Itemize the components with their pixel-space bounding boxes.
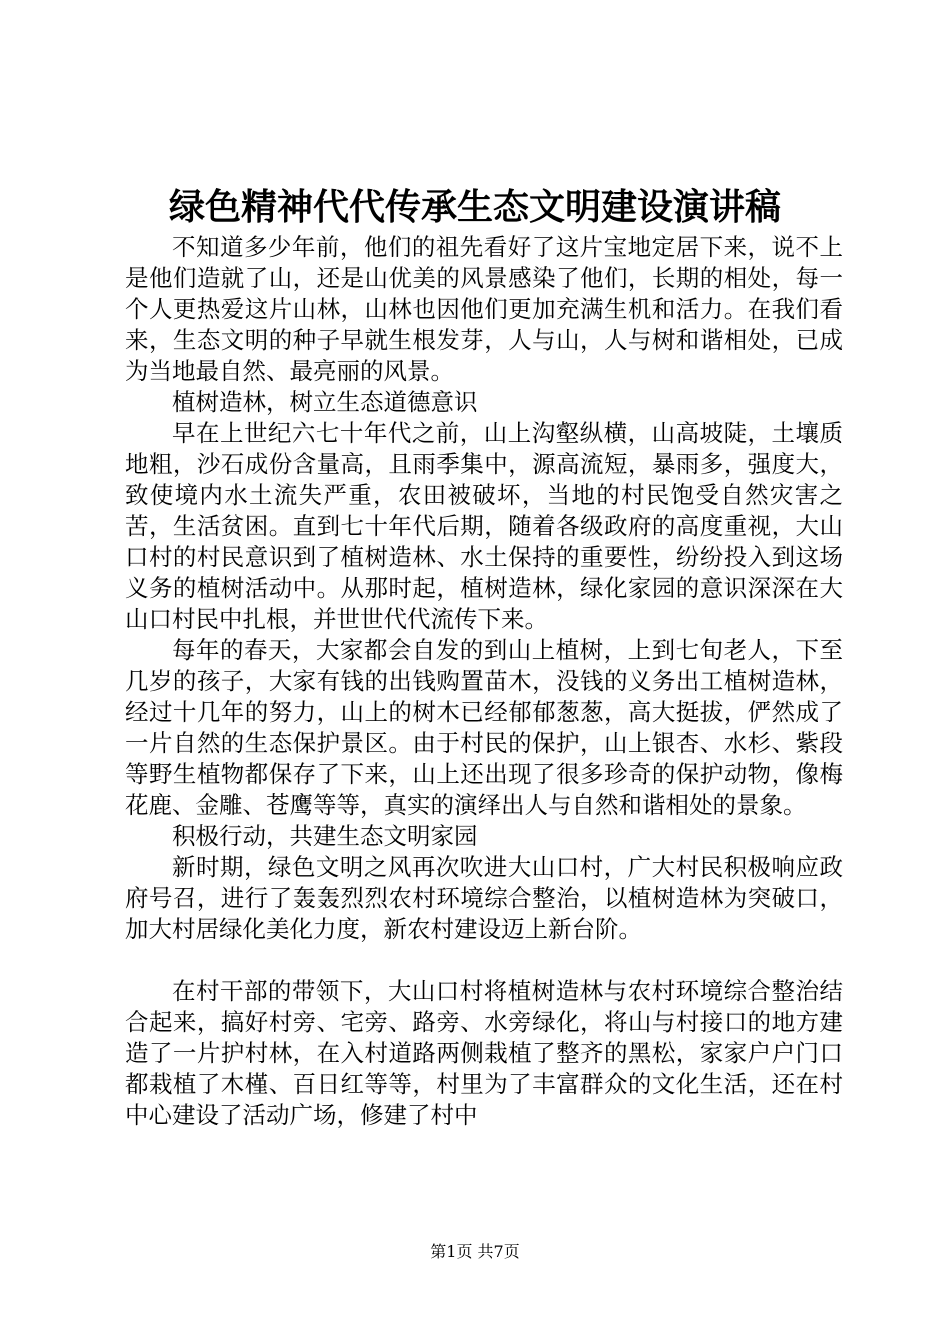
document-body	[125, 232, 843, 1131]
section-heading-tree-planting: 植树造林，树立生态道德意识	[172, 388, 478, 416]
page-footer: 第1页 共7页	[430, 1242, 520, 1261]
paragraph-village-cadres: 在村干部的带领下，大山口村将植树造林与农村环境综合整治结合起来，搞好村旁、宅旁、路旁、水旁绿化，将山与村接口的地方建造了一片护村林，在入村道路两侧栽植了整齐的黑松，家家户户门口都栽植了木槿、百日红等等，村里为了丰富群众的文化生活，还在村中心建设了活动广场，修建了村中	[125, 977, 843, 1129]
paragraph-new-era: 新时期，绿色文明之风再次吹进大山口村，广大村民积极响应政府号召，进行了轰轰烈烈农村环境综合整治，以植树造林为突破口，加大村居绿化美化力度，新农村建设迈上新台阶。	[125, 853, 843, 943]
paragraph-spring-planting: 每年的春天，大家都会自发的到山上植树，上到七旬老人，下至几岁的孩子，大家有钱的出钱购置苗木，没钱的义务出工植树造林，经过十几年的努力，山上的树木已经郁郁葱葱，高大挺拔，俨然成了一片自然的生态保护景区。由于村民的保护，山上银杏、水杉、紫段等野生植物都保存了下来，山上还出现了很多珍奇的保护动物，像梅花鹿、金雕、苍鹰等等，真实的演绎出人与自然和谐相处的景象。	[125, 636, 843, 819]
paragraph-spacer	[125, 945, 843, 976]
paragraph-history: 早在上世纪六七十年代之前，山上沟壑纵横，山高坡陡，土壤质地粗，沙石成份含量高，且雨季集中，源高流短，暴雨多，强度大，致使境内水土流失严重，农田被破坏，当地的村民饱受自然灾害之苦，生活贫困。直到七十年代后期，随着各级政府的高度重视，大山口村的村民意识到了植树造林、水土保持的重要性，纷纷投入到这场义务的植树活动中。从那时起，植树造林，绿化家园的意识深深在大山口村民中扎根，并世世代代流传下来。	[125, 419, 843, 633]
document-title: 绿色精神代代传承生态文明建设演讲稿	[168, 187, 781, 228]
paragraph-intro: 不知道多少年前，他们的祖先看好了这片宝地定居下来，说不上是他们造就了山，还是山优美的风景感染了他们，长期的相处，每一个人更热爱这片山林，山林也因他们更加充满生机和活力。在我们看来，生态文明的种子早就生根发芽，人与山，人与树和谐相处，已成为当地最自然、最亮丽的风景。	[125, 233, 843, 385]
section-heading-active-action: 积极行动，共建生态文明家园	[172, 822, 478, 850]
